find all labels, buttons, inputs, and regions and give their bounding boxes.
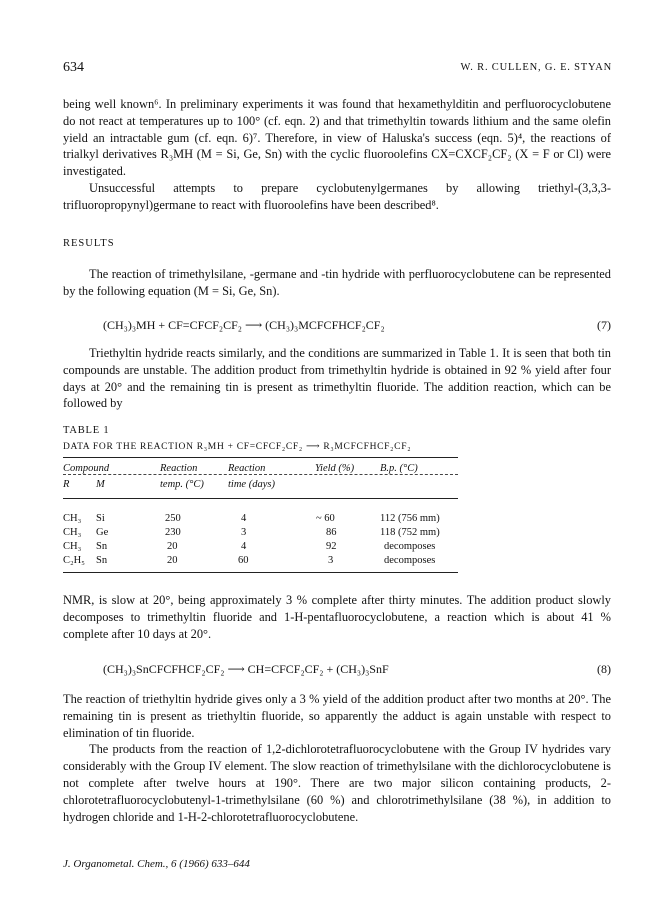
- cell-time-0: 4: [241, 513, 247, 524]
- results-text-4: [63, 691, 611, 825]
- cell-r-1: CH₃: [63, 527, 82, 538]
- cell-time-1: 3: [241, 527, 247, 538]
- cell-bp-1: 118 (752 mm): [380, 527, 440, 538]
- header-temp-1: Reaction: [160, 463, 198, 474]
- results-text-3: [63, 592, 611, 642]
- cell-m-1: Ge: [96, 527, 109, 538]
- header-bp: B.p. (°C): [380, 463, 418, 474]
- table-caption: TABLE 1: [63, 425, 110, 436]
- paragraph-6: The reaction of triethyltin hydride gives only a 3 % yield of the addition product after two months at 20°. The remaining tin is present as triethyltin fluoride, so apparently the adduct is again unstable with respect to elimination of tin fluoride.: [63, 692, 611, 740]
- cell-temp-0: 250: [165, 513, 181, 524]
- header-yield: Yield (%): [315, 463, 355, 474]
- cell-r-2: CH₃: [63, 541, 82, 552]
- paragraph-5: NMR, is slow at 20°, being approximately 3 % complete after thirty minutes. The addition product slowly decomposes to trimethyltin fluoride and 1-H-pentafluorocyclobutene, a reaction which is about 41 % complete after 10 days at 20°.: [63, 593, 611, 641]
- table-bottom-rule: [63, 572, 458, 573]
- cell-bp-2: decomposes: [384, 541, 436, 552]
- journal-footer: J. Organometal. Chem., 6 (1966) 633–644: [63, 858, 250, 870]
- equation-8-text: (CH₃)₃SnCFCFHCF₂CF₂ ⟶ CH=CFCF₂CF₂ + (CH₃)₃SnF: [103, 662, 389, 676]
- cell-m-3: Sn: [96, 555, 108, 566]
- header-time-1: Reaction: [228, 463, 266, 474]
- table-header-rule: [63, 498, 458, 499]
- equation-7-text: (CH₃)₃MH + CF=CFCF₂CF₂ ⟶ (CH₃)₃MCFCFHCF₂CF₂: [103, 318, 385, 332]
- table-subtitle: DATA FOR THE REACTION R₃MH + CF=CFCF₂CF₂ ⟶ R₃MCFCFHCF₂CF₂: [63, 442, 412, 452]
- paragraph-7: The products from the reaction of 1,2-dichlorotetrafluorocyclobutene with the Group IV hydrides vary considerably with the Group IV element. The slow reaction of trimethylsilane with the dichlorocyclobutene is not complete after twelve hours at 190°. There are two major silicon containing products, 2-chlorotetrafluorocyclobutenyl-1-trimethylsilane (60 %) and chlorotrimethylsilane (38 %), in addition to hydrogen chloride and 1-H-2-chlorotetrafluorocyclobutene.: [63, 742, 611, 824]
- cell-time-3: 60: [238, 555, 249, 566]
- cell-yield-0: ~ 60: [316, 513, 335, 524]
- paragraph-4: Triethyltin hydride reacts similarly, and the conditions are summarized in Table 1. It is seen that both tin compounds are unstable. The addition product from trimethyltin hydride is obtained in 92 % yield after four days at 20° and the remaining tin is present as trimethyltin fluoride. The addition reaction, which can be followed by: [63, 346, 611, 411]
- cell-r-0: CH₃: [63, 513, 82, 524]
- equation-8-number: (8): [597, 662, 611, 676]
- paragraph-1: being well known⁶. In preliminary experiments it was found that hexamethylditin and perfluorocyclobutene do not react at temperatures up to 100° (cf. eqn. 2) and that trimethyltin towards lithium and the same olefin yield an intractable gum (cf. eqn. 6)⁷. Therefore, in view of Haluska's success (eqn. 5)⁴, the reactions of trialkyl derivatives R₃MH (M = Si, Ge, Sn) with the cyclic fluoroolefins CX=CXCF₂CF₂ (X = F or Cl) were investigated.: [63, 97, 611, 179]
- results-text-2: [63, 345, 611, 412]
- running-header-authors: W. R. CULLEN, G. E. STYAN: [460, 62, 612, 73]
- equation-7-number: (7): [597, 318, 611, 332]
- header-compound: Compound: [63, 463, 110, 474]
- header-m: M: [96, 479, 105, 490]
- cell-yield-3: 3: [328, 555, 334, 566]
- cell-time-2: 4: [241, 541, 247, 552]
- header-dashed-rule: [63, 474, 458, 475]
- cell-bp-3: decomposes: [384, 555, 436, 566]
- paragraph-2: Unsuccessful attempts to prepare cyclobutenylgermanes by allowing triethyl-(3,3,3-trifluoropropynyl)germane to react with fluoroolefins have been described⁸.: [63, 180, 611, 212]
- intro-text: [63, 96, 611, 214]
- results-text-1: [63, 266, 611, 300]
- header-temp-2: temp. (°C): [160, 479, 204, 490]
- cell-m-2: Sn: [96, 541, 108, 552]
- page-number: 634: [63, 60, 84, 75]
- header-time-2: time (days): [228, 479, 275, 490]
- table-top-rule: [63, 457, 458, 458]
- paragraph-3: The reaction of trimethylsilane, -germane and -tin hydride with perfluorocyclobutene can be represented by the following equation (M = Si, Ge, Sn).: [63, 267, 611, 298]
- cell-bp-0: 112 (756 mm): [380, 513, 440, 524]
- cell-yield-1: 86: [326, 527, 337, 538]
- section-heading-results: RESULTS: [63, 238, 115, 249]
- cell-yield-2: 92: [326, 541, 337, 552]
- cell-r-3: C₂H₅: [63, 555, 85, 566]
- cell-temp-2: 20: [167, 541, 178, 552]
- cell-temp-3: 20: [167, 555, 178, 566]
- cell-temp-1: 230: [165, 527, 181, 538]
- header-r: R: [63, 479, 70, 490]
- cell-m-0: Si: [96, 513, 105, 524]
